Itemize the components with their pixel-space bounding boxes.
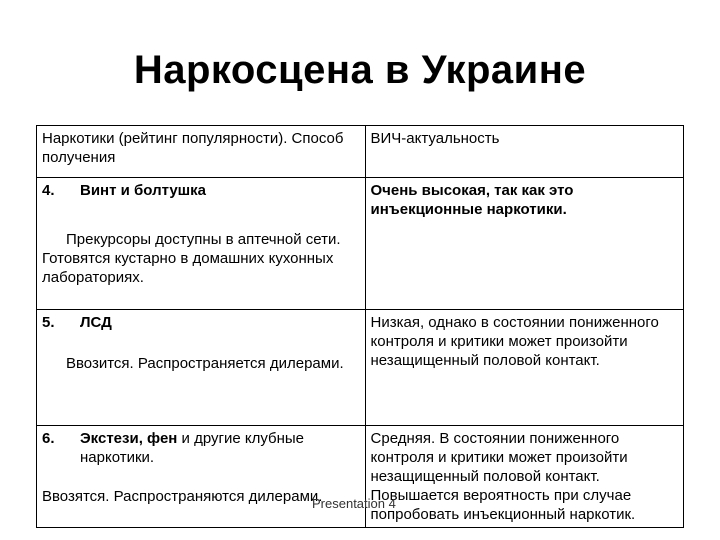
drug-heading — [42, 181, 360, 200]
drug-cell — [37, 426, 366, 528]
hiv-relevance-cell: Низкая, однако в состоянии пониженного контроля и критики может произойти незащищенный половой контакт. — [365, 310, 683, 426]
table-row — [37, 426, 684, 528]
slide-title: Наркосцена в Украине — [133, 48, 587, 92]
hiv-relevance-cell: Очень высокая, так как это инъекционные наркотики. — [365, 178, 683, 310]
drug-number: 6. — [42, 430, 55, 447]
drug-method: Ввозится. Распространяется дилерами. — [66, 355, 344, 372]
drug-method: Ввозятся. Распространяются дилерами. — [42, 488, 323, 505]
drug-name: ЛСД — [80, 314, 112, 331]
header-hiv-cell: ВИЧ-актуальность — [365, 126, 683, 178]
table-row — [37, 310, 684, 426]
drug-name: Экстези, фен — [80, 430, 178, 447]
drug-number: 4. — [42, 182, 55, 199]
header-drugs-cell: Наркотики (рейтинг популярности). Способ получения — [37, 126, 366, 178]
drug-name-suffix: и другие клубные наркотики. — [80, 430, 305, 466]
hiv-relevance-cell: Средняя. В состоянии пониженного контроля и критики может произойти незащищенный половой контакт. Повышается вероятность при случае попробовать инъекционный наркотик. — [365, 426, 683, 528]
table-row — [37, 178, 684, 310]
drug-title — [80, 181, 206, 200]
drug-heading — [42, 313, 360, 332]
slide-footer: Presentation 4 — [312, 496, 396, 511]
drug-number: 5. — [42, 314, 55, 331]
drug-cell — [37, 310, 366, 426]
table-header-row — [37, 126, 684, 178]
drug-method: Прекурсоры доступны в аптечной сети. Готовятся кустарно в домашних кухонных лабораториях. — [42, 231, 341, 286]
drug-heading — [42, 429, 360, 467]
drug-title — [80, 429, 360, 467]
drug-title — [80, 313, 112, 332]
drug-name: Винт и болтушка — [80, 182, 207, 199]
drug-cell — [37, 178, 366, 310]
drug-table — [36, 125, 684, 528]
